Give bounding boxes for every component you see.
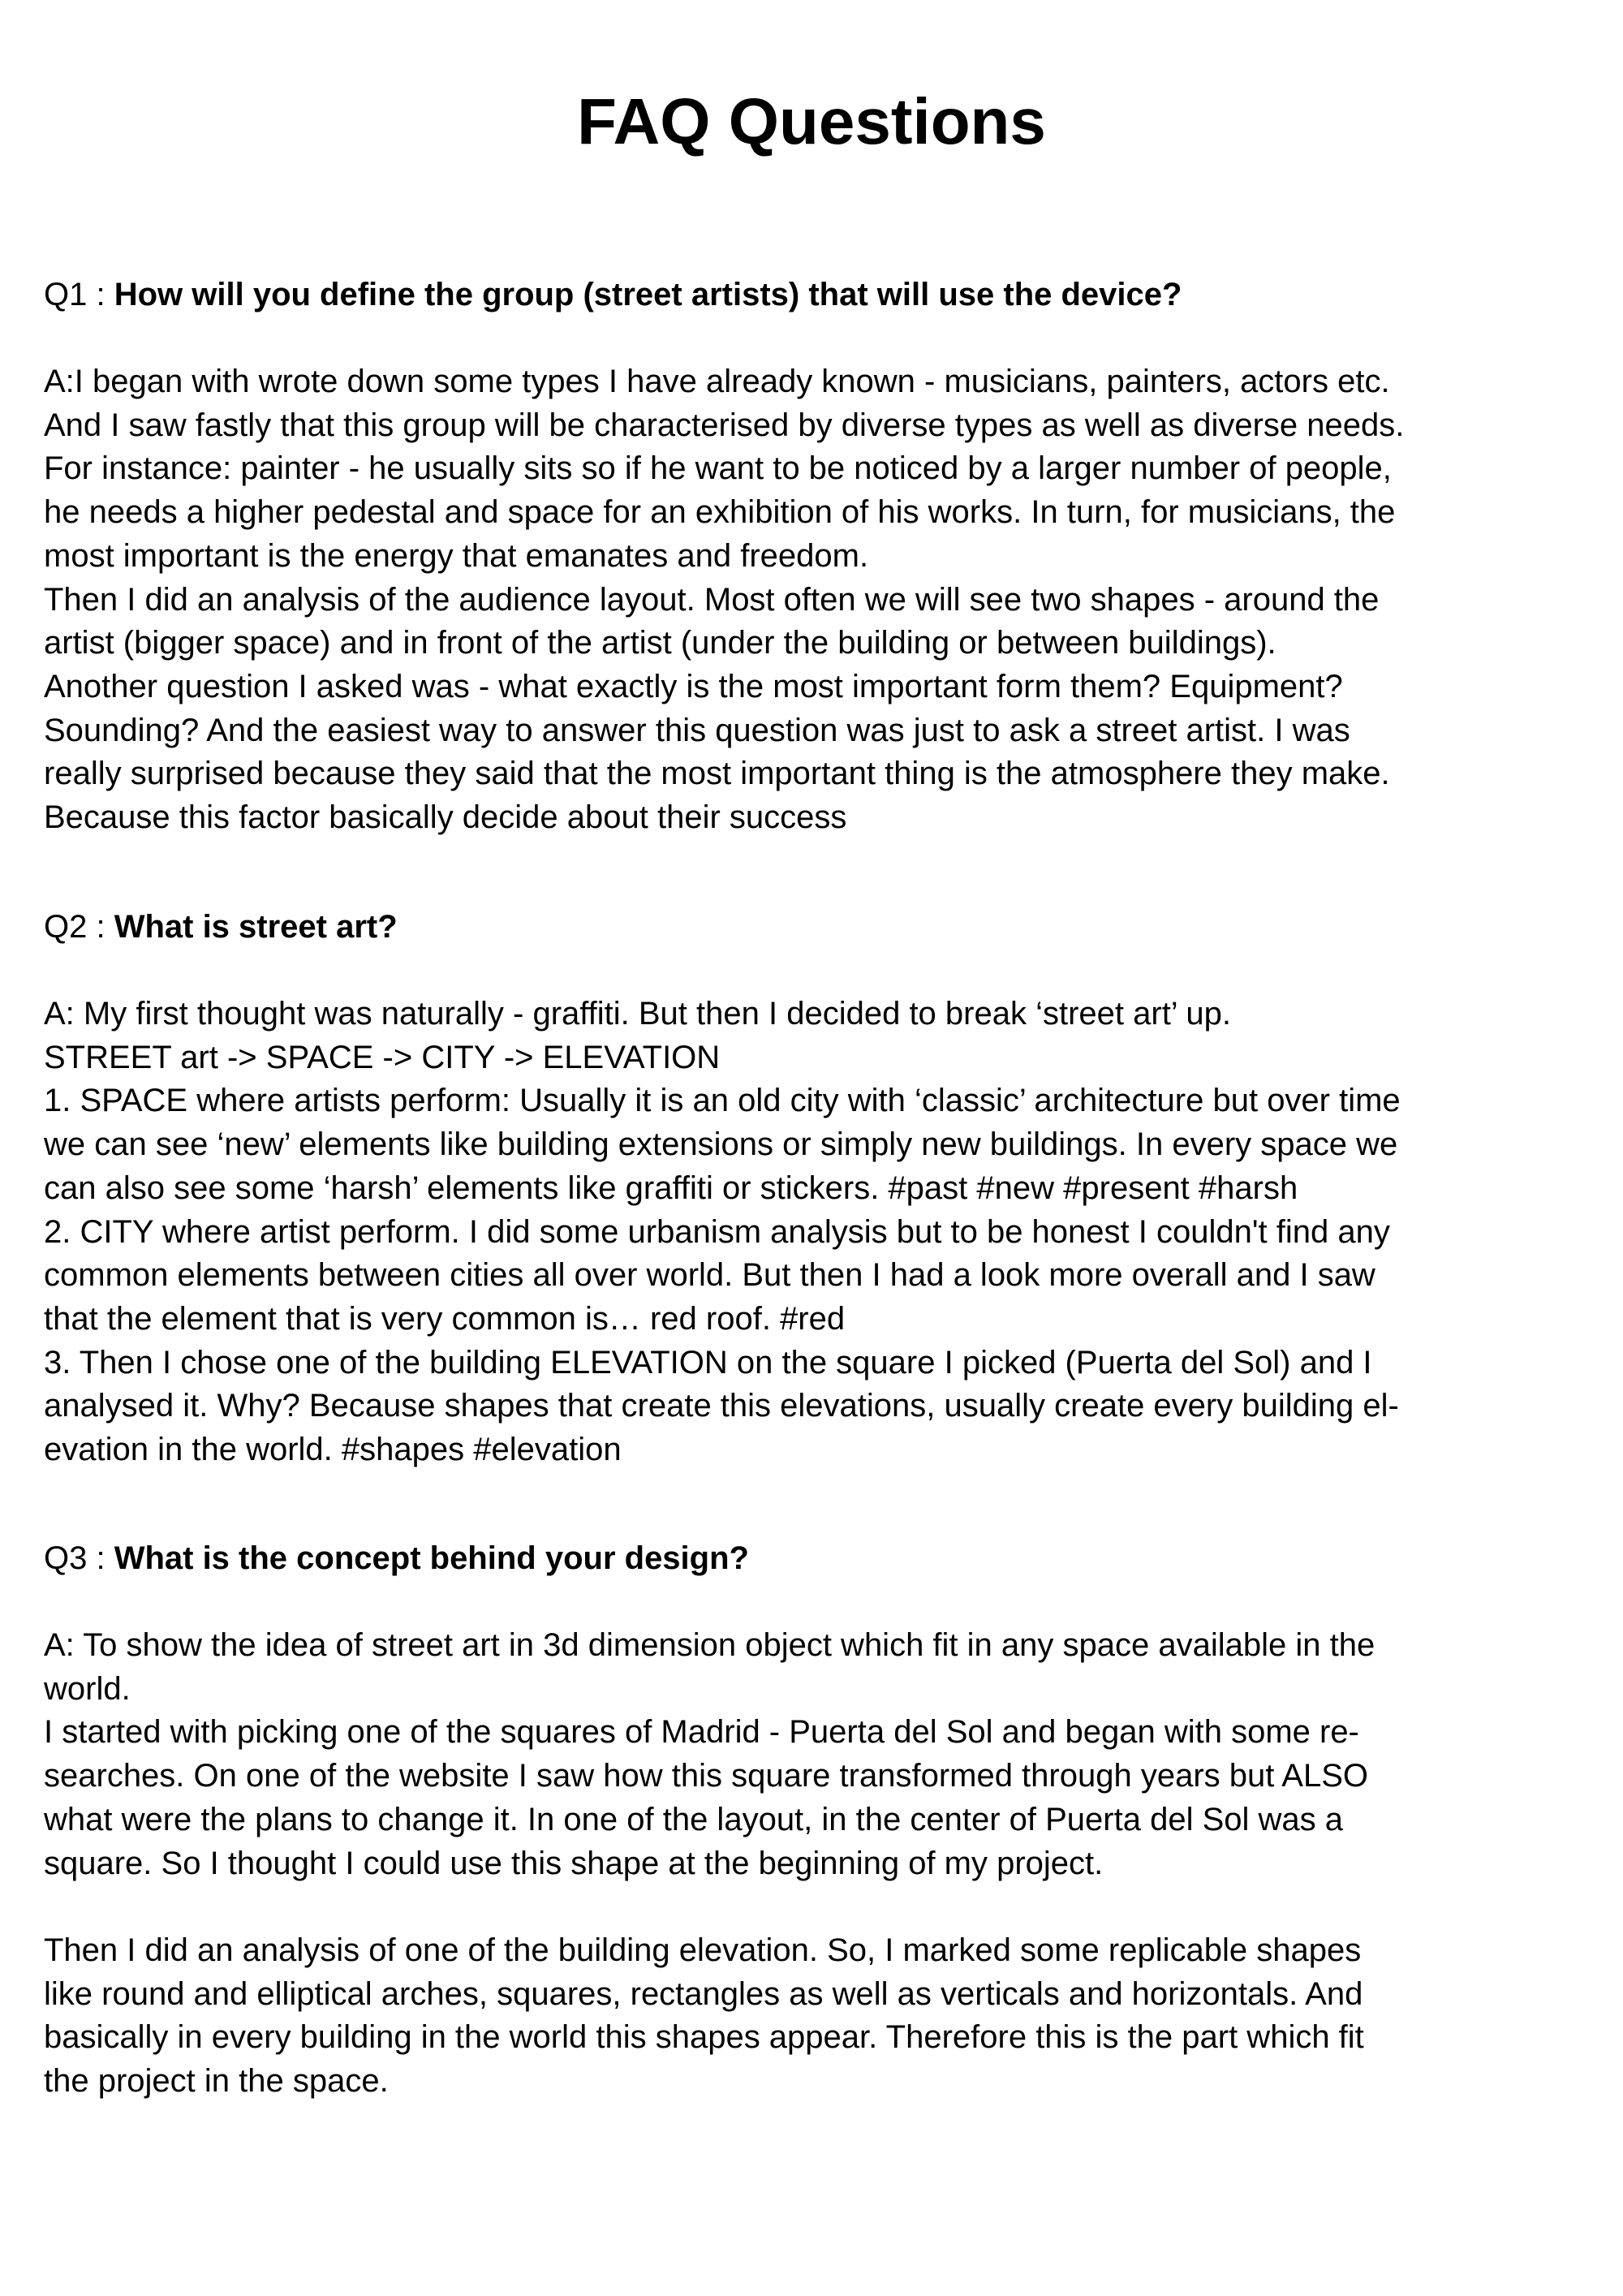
answer-line: A: To show the idea of street art in 3d dimension object which fit in any space available in the [44, 1627, 1375, 1663]
answer-line: 1. SPACE where artists perform: Usually it is an old city with ‘classic’ architecture but over time [44, 1083, 1401, 1119]
question-3-label: Q3 : [44, 1540, 114, 1576]
answer-line: basically in every building in the world this shapes appear. Therefore this is the part which fit [44, 2019, 1364, 2056]
answer-2 [44, 993, 1586, 1472]
answer-line: evation in the world. #shapes #elevation [44, 1432, 622, 1468]
answer-line: the project in the space. [44, 2063, 389, 2100]
answer-line: Then I did an analysis of one of the building elevation. So, I marked some replicable shapes [44, 1932, 1362, 1968]
answer-blank-line [44, 1885, 1586, 1929]
question-1 [44, 273, 1586, 317]
question-3 [44, 1536, 1586, 1580]
question-2-text: What is street art? [114, 909, 398, 945]
answer-line: he needs a higher pedestal and space for an exhibition of his works. In turn, for musicians, the [44, 494, 1396, 531]
answer-line: common elements between cities all over world. But then I had a look more overall and I saw [44, 1257, 1375, 1294]
question-2-label: Q2 : [44, 909, 114, 945]
question-3-text: What is the concept behind your design? [114, 1540, 749, 1576]
answer-line: that the element that is very common is… red roof. #red [44, 1300, 846, 1337]
answer-line: STREET art -> SPACE -> CITY -> ELEVATION [44, 1039, 721, 1075]
answer-line: Because this factor basically decide about their success [44, 799, 847, 836]
answer-line: really surprised because they said that the most important thing is the atmosphere they make. [44, 756, 1390, 792]
faq-section-3 [44, 1536, 1586, 2104]
question-1-label: Q1 : [44, 277, 114, 312]
answer-1 [44, 360, 1586, 840]
page-title: FAQ Questions [577, 85, 1046, 157]
answer-line: Another question I asked was - what exactly is the most important form them? Equipment? [44, 668, 1343, 704]
answer-line: world. [44, 1670, 131, 1707]
answer-line: Then I did an analysis of the audience layout. Most often we will see two shapes - around the [44, 581, 1380, 618]
question-2 [44, 905, 1586, 949]
answer-line: we can see ‘new’ elements like building extensions or simply new buildings. In every space we [44, 1126, 1398, 1163]
answer-line: artist (bigger space) and in front of the artist (under the building or between buildings). [44, 625, 1276, 661]
answer-line: For instance: painter - he usually sits so if he want to be noticed by a larger number of people, [44, 450, 1392, 487]
answer-line: 2. CITY where artist perform. I did some urbanism analysis but to be honest I couldn't find any [44, 1213, 1390, 1250]
answer-line: Sounding? And the easiest way to answer this question was just to ask a street artist. I was [44, 712, 1350, 748]
answer-line: 3. Then I chose one of the building ELEVATION on the square I picked (Puerta del Sol) and I [44, 1344, 1372, 1381]
answer-3 [44, 1624, 1586, 2104]
answer-line: I started with picking one of the squares of Madrid - Puerta del Sol and began with some re- [44, 1714, 1359, 1751]
faq-section-2 [44, 905, 1586, 1472]
question-1-text: How will you define the group (street artists) that will use the device? [114, 277, 1182, 312]
answer-line: And I saw fastly that this group will be characterised by diverse types as well as diverse needs. [44, 407, 1405, 443]
answer-line: A: My first thought was naturally - graffiti. But then I decided to break ‘street art’ up. [44, 996, 1231, 1032]
answer-line: like round and elliptical arches, squares, rectangles as well as verticals and horizontals. And [44, 1975, 1363, 2012]
answer-line: most important is the energy that emanates and freedom. [44, 537, 869, 574]
answer-line: searches. On one of the website I saw how this square transformed through years but ALSO [44, 1758, 1368, 1794]
answer-line: analysed it. Why? Because shapes that create this elevations, usually create every building el- [44, 1388, 1399, 1424]
answer-line: A:I began with wrote down some types I have already known - musicians, painters, actors etc. [44, 364, 1390, 399]
answer-line: can also see some ‘harsh’ elements like graffiti or stickers. #past #new #present #harsh [44, 1170, 1298, 1206]
answer-line: square. So I thought I could use this shape at the beginning of my project. [44, 1845, 1104, 1881]
answer-line: what were the plans to change it. In one of the layout, in the center of Puerta del Sol was a [44, 1801, 1343, 1837]
faq-section-1 [44, 273, 1586, 840]
